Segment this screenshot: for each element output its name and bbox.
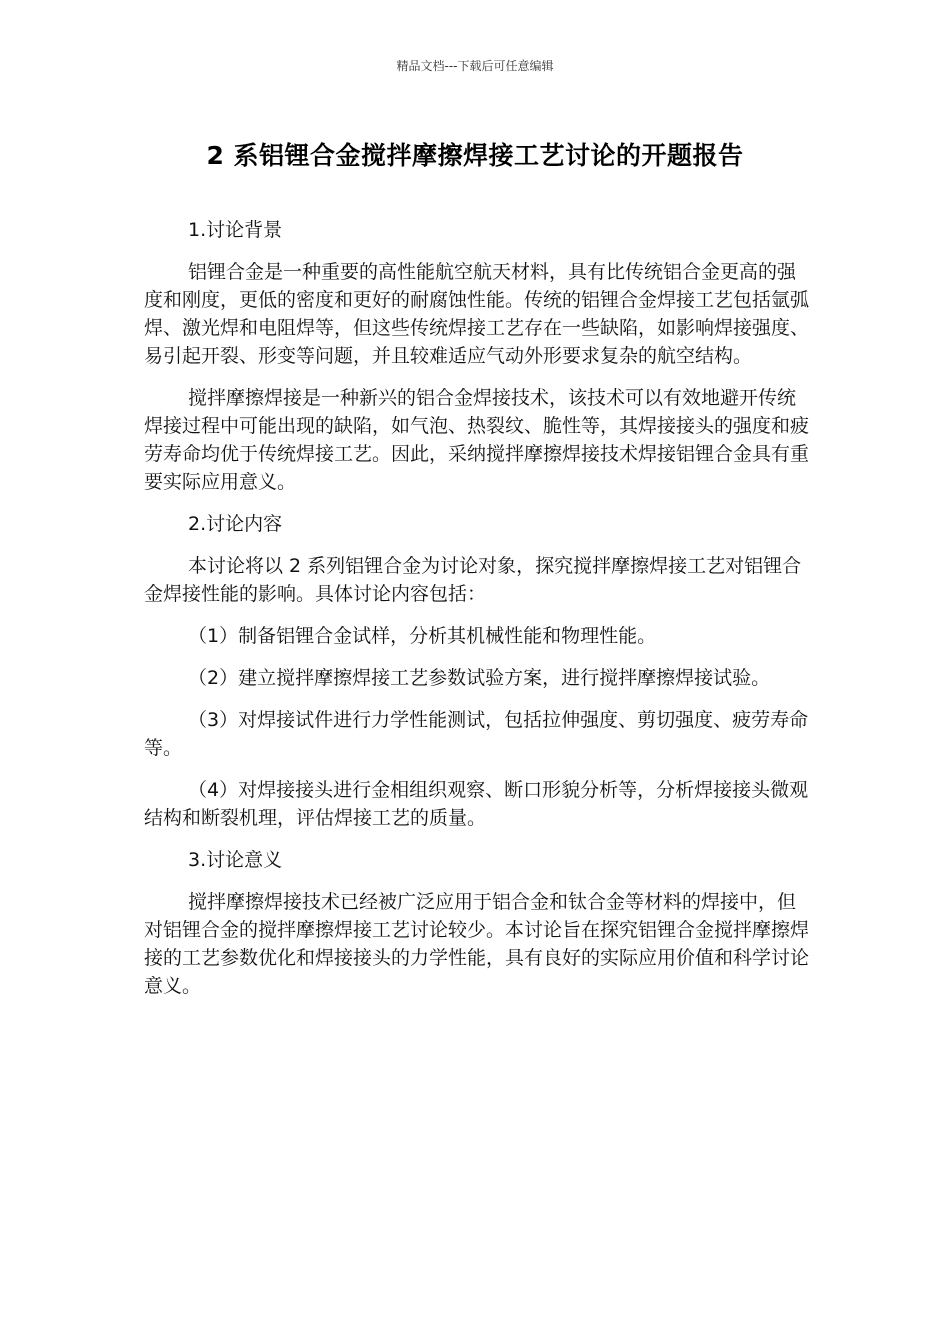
paragraph-content-intro: 本讨论将以 2 系列铝锂合金为讨论对象，探究搅拌摩擦焊接工艺对铝锂合金焊接性能的影响。具体讨论内容包括： bbox=[144, 555, 802, 605]
list-item-4: （4）对焊接接头进行金相组织观察、断口形貌分析等，分析焊接接头微观结构和断裂机理，评估焊接工艺的质量。 bbox=[144, 779, 809, 829]
page-header-note: 精品文档---下载后可任意编辑 bbox=[396, 59, 554, 73]
list-item-2: （2）建立搅拌摩擦焊接工艺参数试验方案，进行搅拌摩擦焊接试验。 bbox=[188, 667, 771, 689]
paragraph-background-1: 铝锂合金是一种重要的高性能航空航天材料，具有比传统铝合金更高的强度和刚度，更低的密度和更好的耐腐蚀性能。传统的铝锂合金焊接工艺包括氩弧焊、激光焊和电阻焊等，但这些传统焊接工艺存在一些缺陷，如影响焊接强度、易引起开裂、形变等问题，并且较难适应气动外形要求复杂的航空结构。 bbox=[144, 261, 810, 367]
section-heading-background: 1.讨论背景 bbox=[188, 219, 283, 241]
section-heading-significance: 3.讨论意义 bbox=[188, 849, 283, 871]
document-body bbox=[144, 216, 812, 1014]
paragraph-background-2: 搅拌摩擦焊接是一种新兴的铝合金焊接技术，该技术可以有效地避开传统焊接过程中可能出现的缺陷，如气泡、热裂纹、脆性等，其焊接接头的强度和疲劳寿命均优于传统焊接工艺。因此，采纳搅拌摩擦焊接技术焊接铝锂合金具有重要实际应用意义。 bbox=[144, 387, 810, 493]
list-item-1: （1）制备铝锂合金试样，分析其机械性能和物理性能。 bbox=[188, 625, 657, 647]
document-title: 2 系铝锂合金搅拌摩擦焊接工艺讨论的开题报告 bbox=[206, 141, 744, 170]
paragraph-significance: 搅拌摩擦焊接技术已经被广泛应用于铝合金和钛合金等材料的焊接中，但对铝锂合金的搅拌摩擦焊接工艺讨论较少。本讨论旨在探究铝锂合金搅拌摩擦焊接的工艺参数优化和焊接接头的力学性能，具有良好的实际应用价值和科学讨论意义。 bbox=[144, 891, 810, 997]
list-item-3: （3）对焊接试件进行力学性能测试，包括拉伸强度、剪切强度、疲劳寿命等。 bbox=[144, 709, 809, 759]
section-heading-content: 2.讨论内容 bbox=[188, 513, 283, 535]
